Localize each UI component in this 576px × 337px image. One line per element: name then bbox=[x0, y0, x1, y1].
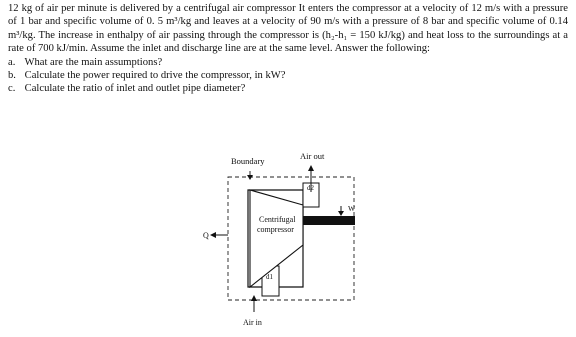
air-in-arrowhead bbox=[251, 295, 257, 301]
question-letter: c. bbox=[8, 83, 16, 95]
question-text: Calculate the ratio of inlet and outlet pipe diameter? bbox=[24, 83, 246, 95]
question-text: What are the main assumptions? bbox=[24, 56, 163, 68]
heat-loss-arrowhead bbox=[210, 232, 216, 238]
boundary-label: Boundary bbox=[231, 156, 265, 166]
boundary-pointer-head bbox=[247, 175, 253, 180]
air-in-label: Air in bbox=[243, 318, 262, 327]
question-text: Calculate the power required to drive the compressor, in kW? bbox=[24, 70, 286, 82]
air-out-label: Air out bbox=[300, 151, 325, 161]
w-label: W bbox=[348, 204, 356, 213]
d2-label: d2 bbox=[307, 184, 314, 192]
compressor-label-2: compressor bbox=[257, 225, 294, 234]
compressor-label-1: Centrifugal bbox=[259, 215, 296, 224]
air-out-arrowhead bbox=[308, 165, 314, 171]
d1-label: d1 bbox=[266, 273, 273, 281]
question-letter: b. bbox=[8, 70, 16, 82]
question-letter: a. bbox=[8, 56, 16, 68]
drive-shaft bbox=[303, 216, 355, 225]
q-label: Q bbox=[203, 231, 209, 240]
problem-paragraph: 12 kg of air per minute is delivered by a centrifugal air compressor It enters the compressor at a velocity of 12 m/s with a pressure of 1 bar and specific volume of 0. 5 m³/kg and leaves at a velocity of 90 m/s with a pressure of 8 bar and specific volume of 0.14 m³/kg. The increase in enthalpy of air passing through the compressor is (h₂-h₁ = 150 kJ/kg) and heat loss to the surroundings at a rate of 700 kJ/min. Assume the inlet and discharge line are at the same level. Answer the following: bbox=[8, 3, 568, 55]
work-arrowhead bbox=[338, 211, 344, 216]
